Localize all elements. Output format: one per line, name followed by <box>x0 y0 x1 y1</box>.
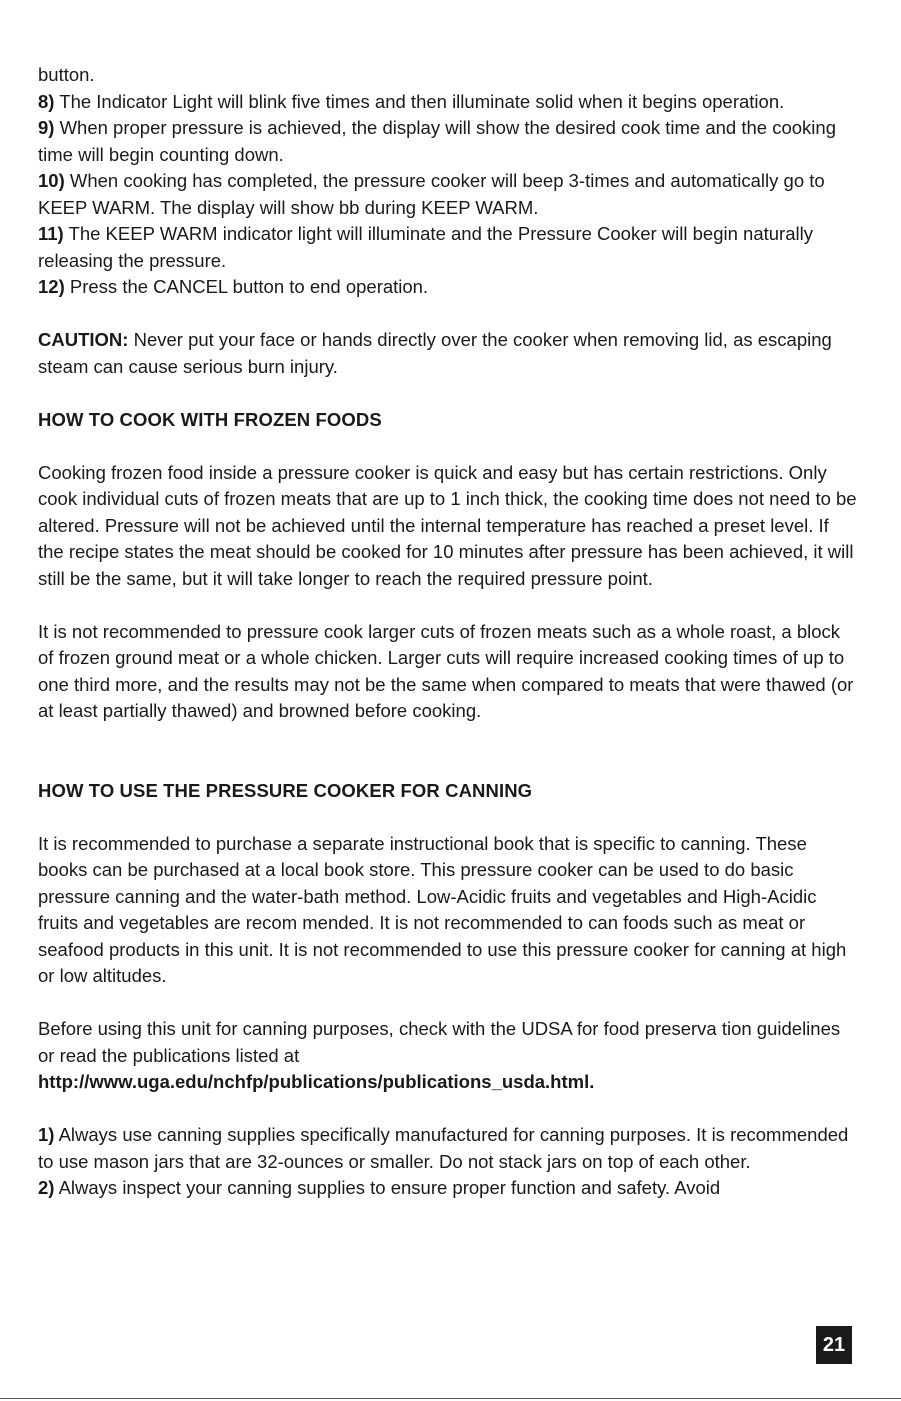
step-11 <box>38 221 858 274</box>
step-number: 9) <box>38 117 55 138</box>
step-text: When proper pressure is achieved, the display will show the desired cook time and the cooking time will begin counting down. <box>38 117 836 165</box>
step-10 <box>38 168 858 221</box>
step-text: Always inspect your canning supplies to ensure proper function and safety. Avoid <box>58 1177 721 1198</box>
step-number: 1) <box>38 1124 55 1145</box>
caution-label: CAUTION: <box>38 329 129 350</box>
bottom-divider <box>0 1398 901 1399</box>
step-9 <box>38 115 858 168</box>
intro-continuation: button. <box>38 64 95 85</box>
step-8 <box>38 89 858 116</box>
step-text: When cooking has completed, the pressure cooker will beep 3-times and automatically go to KEEP WARM. The display will show bb during KEEP WARM. <box>38 170 825 218</box>
canning-paragraph-2: Before using this unit for canning purposes, check with the UDSA for food preserva tion guidelines or read the publications listed at <box>38 1018 841 1066</box>
caution-text: Never put your face or hands directly over the cooker when removing lid, as escaping steam can cause serious burn injury. <box>38 329 832 377</box>
step-text: Press the CANCEL button to end operation. <box>69 276 429 297</box>
step-number: 12) <box>38 276 65 297</box>
page-number-badge: 21 <box>816 1326 852 1364</box>
step-number: 10) <box>38 170 65 191</box>
publications-url: http://www.uga.edu/nchfp/publications/publications_usda.html. <box>38 1071 595 1092</box>
caution-note <box>38 327 858 380</box>
frozen-paragraph-2: It is not recommended to pressure cook larger cuts of frozen meats such as a whole roast, a block of frozen ground meat or a whole chicken. Larger cuts will require increased cooking times of up to one third more, and the results may not be the same when compared to meats that were thawed (or at least partially thawed) and browned before cooking. <box>38 620 854 721</box>
step-text: The KEEP WARM indicator light will illuminate and the Pressure Cooker will begin naturally releasing the pressure. <box>38 223 813 271</box>
instructions-block <box>38 62 858 1202</box>
canning-paragraph-1: It is recommended to purchase a separate instructional book that is specific to canning. These books can be purchased at a local book store. This pressure cooker can be used to do basic pressure canning and the water-bath method. Low-Acidic fruits and vegetables and High-Acidic fruits and vegetables are recom mended. It is not recommended to can foods such as meat or seafood products in this unit. It is not recommended to use this pressure cooker for canning at high or low altitudes. <box>38 832 847 986</box>
canning-step-1 <box>38 1122 858 1175</box>
step-text: Always use canning supplies specifically manufactured for canning purposes. It is recommended to use mason jars that are 32-ounces or smaller. Do not stack jars on top of each other. <box>38 1124 849 1172</box>
step-text: The Indicator Light will blink five times and then illuminate solid when it begins operation. <box>59 90 785 112</box>
canning-step-2 <box>38 1175 858 1202</box>
step-number: 2) <box>38 1177 55 1198</box>
canning-heading: HOW TO USE THE PRESSURE COOKER FOR CANNING <box>38 779 533 801</box>
frozen-foods-heading: HOW TO COOK WITH FROZEN FOODS <box>38 408 382 430</box>
step-12 <box>38 274 858 301</box>
step-number: 8) <box>38 90 55 112</box>
manual-page-content <box>38 62 858 1202</box>
frozen-paragraph-1: Cooking frozen food inside a pressure cooker is quick and easy but has certain restrictions. Only cook individual cuts of frozen meats that are up to 1 inch thick, the cooking time does not need to be altered. Pressure will not be achieved until the internal temperature has reached a preset level. If the recipe states the meat should be cooked for 10 minutes after pressure has been achieved, it will still be the same, but it will take longer to reach the required pressure point. <box>38 461 857 589</box>
step-number: 11) <box>38 223 64 244</box>
